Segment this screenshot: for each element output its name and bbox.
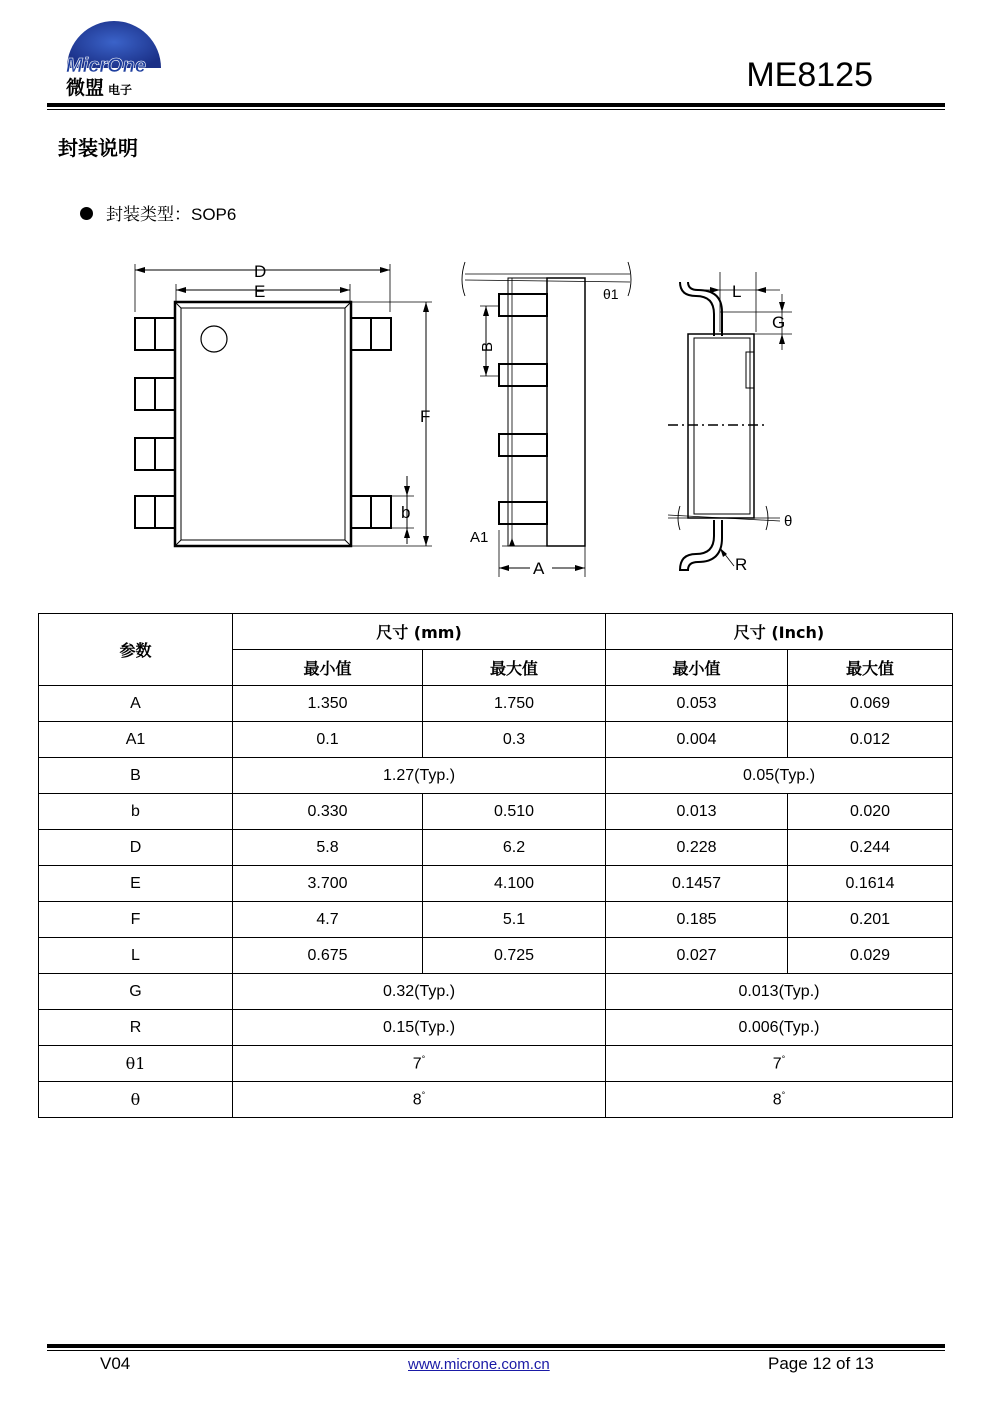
svg-text:MicrOne: MicrOne	[66, 55, 147, 77]
label-E: E	[254, 282, 266, 301]
label-A1: A1	[470, 529, 489, 546]
inch-max-header: 最大值	[788, 650, 953, 686]
table-row: R 0.15(Typ.) 0.006(Typ.)	[39, 1010, 953, 1046]
section-title: 封装说明	[58, 136, 138, 160]
document-title: ME8125	[746, 56, 873, 94]
table-row: θ 8° 8°	[39, 1082, 953, 1118]
footer-page-number: Page 12 of 13	[768, 1354, 874, 1373]
param-header: 参数	[39, 614, 233, 686]
label-L: L	[732, 282, 742, 301]
table-row: A 1.350 1.750 0.053 0.069	[39, 686, 953, 722]
mm-min-header: 最小值	[233, 650, 423, 686]
package-type-value: SOP6	[191, 205, 237, 224]
label-theta: θ	[784, 513, 793, 530]
table-row: L 0.675 0.725 0.027 0.029	[39, 938, 953, 974]
label-A: A	[533, 559, 545, 578]
table-row: A1 0.1 0.3 0.004 0.012	[39, 722, 953, 758]
label-theta1: θ1	[603, 286, 619, 302]
mm-max-header: 最大值	[423, 650, 606, 686]
footer-version: V04	[100, 1354, 131, 1373]
svg-text:微盟: 微盟	[66, 77, 105, 98]
footer-rule-thin	[47, 1350, 945, 1351]
label-G: G	[772, 313, 786, 332]
header-rule	[47, 103, 945, 107]
sop6-package-drawing	[120, 252, 810, 587]
dimension-table	[38, 613, 953, 1118]
label-R: R	[735, 555, 748, 574]
mm-header: 尺寸 (mm)	[233, 614, 606, 650]
inch-min-header: 最小值	[606, 650, 788, 686]
package-type-line	[80, 200, 236, 225]
table-row: E 3.700 4.100 0.1457 0.1614	[39, 866, 953, 902]
table-row: b 0.330 0.510 0.013 0.020	[39, 794, 953, 830]
svg-text:电子: 电子	[108, 83, 133, 97]
header-rule-thin	[47, 109, 945, 110]
label-B: B	[479, 341, 496, 352]
table-row: F 4.7 5.1 0.185 0.201	[39, 902, 953, 938]
label-b: b	[401, 503, 411, 522]
table-row: G 0.32(Typ.) 0.013(Typ.)	[39, 974, 953, 1010]
label-D: D	[254, 262, 267, 281]
label-F: F	[420, 407, 431, 426]
bullet-icon	[80, 207, 93, 220]
microne-logo	[62, 12, 166, 98]
package-type-label: 封装类型：	[106, 205, 191, 225]
footer-rule	[47, 1344, 945, 1348]
table-row: θ1 7° 7°	[39, 1046, 953, 1082]
table-row: B 1.27(Typ.) 0.05(Typ.)	[39, 758, 953, 794]
table-row: D 5.8 6.2 0.228 0.244	[39, 830, 953, 866]
footer-website-link[interactable]: www.microne.com.cn	[408, 1356, 550, 1373]
inch-header: 尺寸 (Inch)	[606, 614, 953, 650]
